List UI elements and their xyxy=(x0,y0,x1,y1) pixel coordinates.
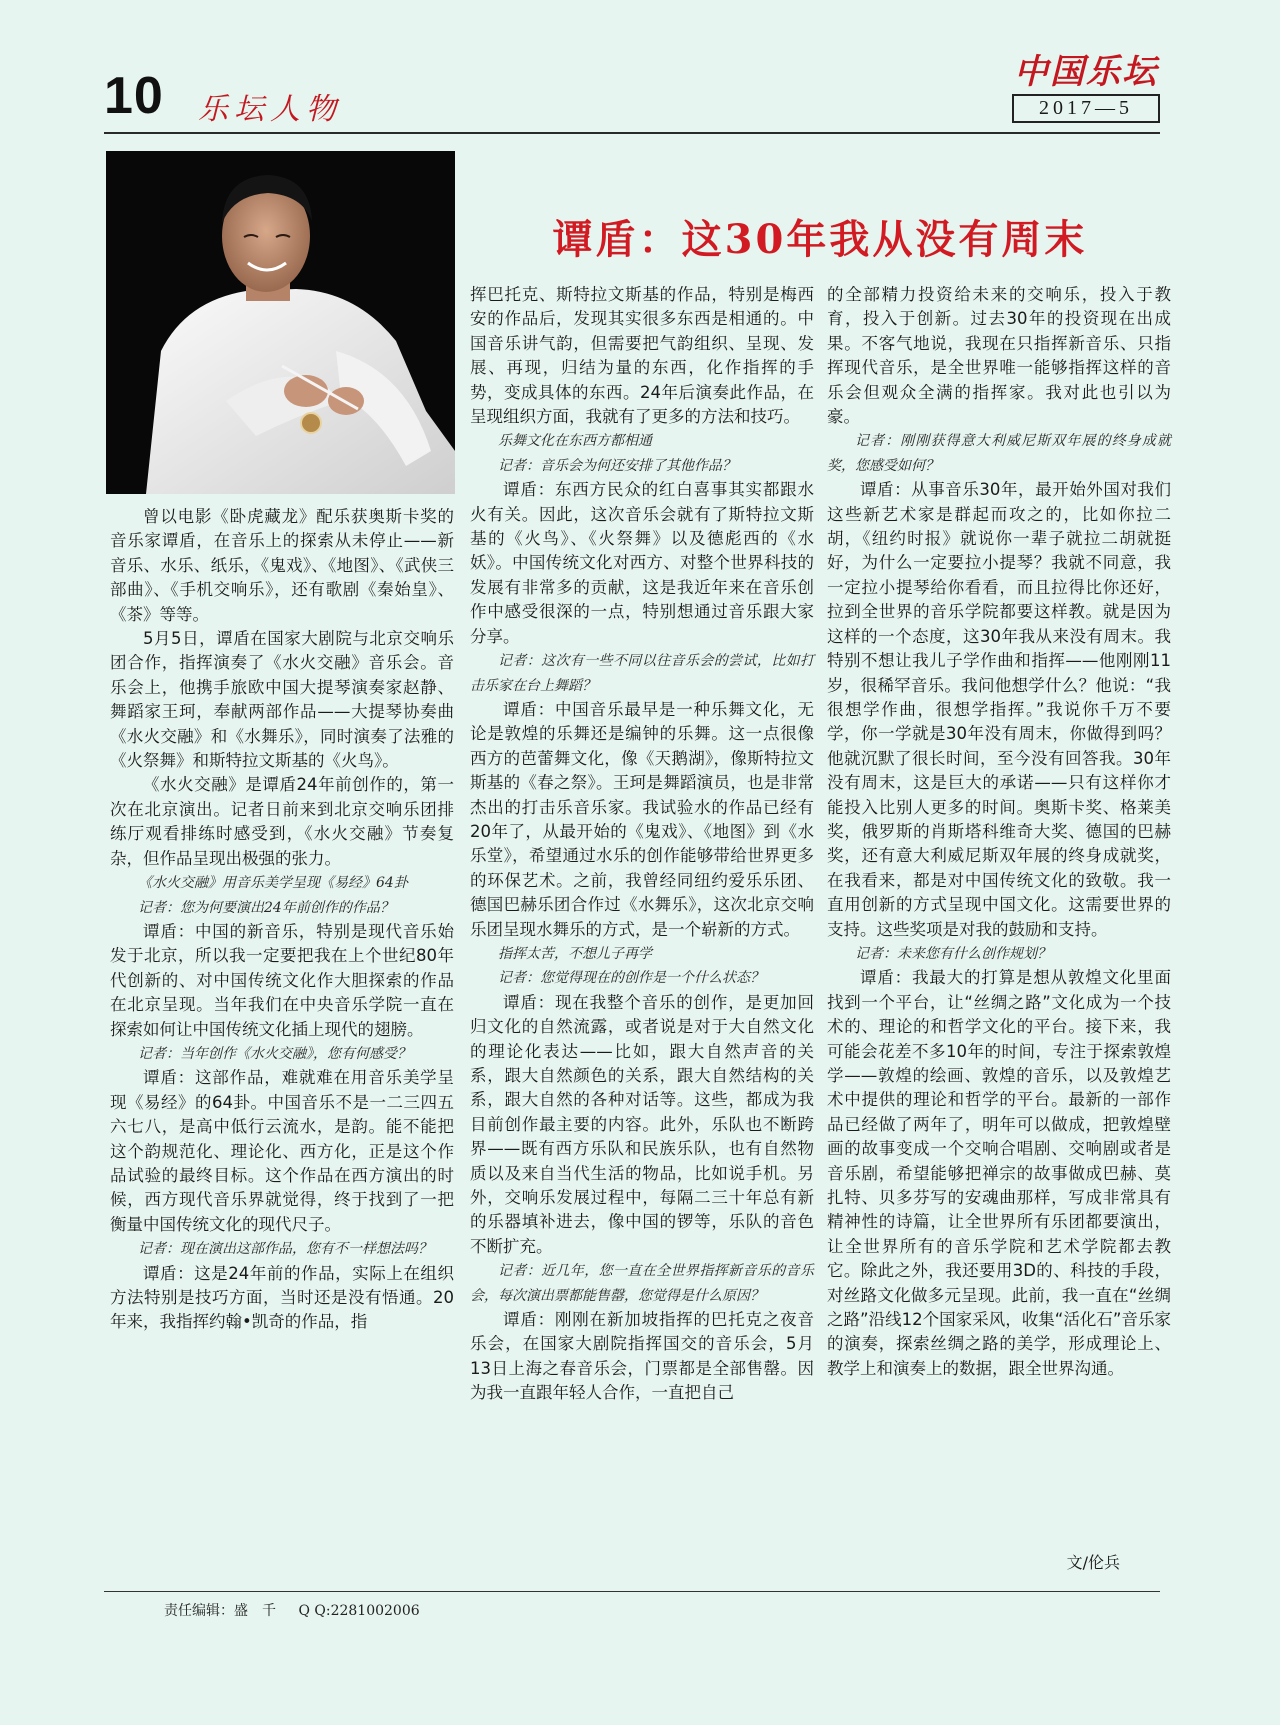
article-column-3 xyxy=(827,283,1171,1381)
paragraph: 谭盾：刚刚在新加坡指挥的巴托克之夜音乐会，在国家大剧院指挥国交的音乐会，5月13日上海之春音乐会，门票都是全部售罄。因为我一直跟年轻人合作，一直把自己 xyxy=(470,1310,814,1403)
interview-question: 记者：刚刚获得意大利威尼斯双年展的终身成就奖，您感受如何？ xyxy=(827,433,1171,474)
editor-credit: 责任编辑：盛 千 xyxy=(164,1603,276,1619)
paragraph: 谭盾：这部作品，难就难在用音乐美学呈现《易经》的64卦。中国音乐不是一二三四五六七八，是高中低行云流水，是韵。能不能把这个韵规范化、理论化、西方化，正是这个作品试验的最终目标。这个作品在西方演出的时候，西方现代音乐界就觉得，终于找到了一把衡量中国传统文化的现代尺子。 xyxy=(110,1068,454,1234)
article-column-2 xyxy=(470,283,814,1406)
paragraph: 谭盾：东西方民众的红白喜事其实都跟水火有关。因此，这次音乐会就有了斯特拉文斯基的《火鸟》、《火祭舞》以及德彪西的《水妖》。中国传统文化对西方、对整个世界科技的发展有非常多的贡献，这是我近年来在音乐创作中感受很深的一点，特别想通过音乐跟大家分享。 xyxy=(470,480,814,646)
masthead-issue: 2017—5 xyxy=(1012,94,1160,123)
paragraph-continued: 挥巴托克、斯特拉文斯基的作品，特别是梅西安的作品后，发现其实很多东西是相通的。中国音乐讲气韵，但需要把气韵组织、呈现、发展、再现，归结为量的东西，化作指挥的手势，变成具体的东西。24年后演奏此作品，在呈现组织方面，我就有了更多的方法和技巧。 xyxy=(470,285,814,427)
interview-question: 记者：当年创作《水火交融》，您有何感受？ xyxy=(138,1045,411,1062)
subheading: 指挥太苦，不想儿子再学 xyxy=(498,945,652,962)
paragraph: 谭盾：从事音乐30年，最开始外国对我们这些新艺术家是群起而攻之的，比如你拉二胡，《纽约时报》就说你一辈子就拉二胡就挺好，为什么一定要拉小提琴？我就不同意，我一定拉小提琴给你看看，而且拉得比你还好，拉到全世界的音乐学院都要这样教。就是因为这样的一个态度，这30年我从来没有周末。我特别不想让我儿子学作曲和指挥——他刚刚11岁，很稀罕音乐。我问他想学什么？他说：“我很想学作曲，很想学指挥。”我说你千万不要学，你一学就是30年没有周末，你做得到吗？他就沉默了很长时间，至今没有回答我。30年没有周末，这是巨大的承诺——只有这样你才能投入比别人更多的时间。奥斯卡奖、格莱美奖，俄罗斯的肖斯塔科维奇大奖、德国的巴赫奖，还有意大利威尼斯双年展的终身成就奖，在我看来，都是对中国传统文化的致敬。我一直用创新的方式呈现中国文化。这需要世界的支持。这些奖项是对我的鼓励和支持。 xyxy=(827,480,1171,939)
subheading: 乐舞文化在东西方都相通 xyxy=(498,433,652,450)
article-headline: 谭盾：这30年我从没有周末 xyxy=(552,216,1088,263)
paragraph: 谭盾：中国的新音乐，特别是现代音乐始发于北京，所以我一定要把我在上个世纪80年代创新的、对中国传统文化作大胆探索的作品在北京呈现。当年我们在中央音乐学院一直在探索如何让中国传统文化插上现代的翅膀。 xyxy=(110,921,454,1039)
masthead xyxy=(1012,52,1160,123)
paragraph: 谭盾：中国音乐最早是一种乐舞文化，无论是敦煌的乐舞还是编钟的乐舞。这一点很像西方的芭蕾舞文化，像《天鹅湖》，像斯特拉文斯基的《春之祭》。王珂是舞蹈演员，也是非常杰出的打击乐音乐家。我试验水的作品已经有20年了，从最开始的《鬼戏》、《地图》到《水乐堂》，希望通过水乐的创作能够带给世界更多的环保艺术。之前，我曾经同纽约爱乐乐团、德国巴赫乐团合作过《水舞乐》，这次北京交响乐团呈现水舞乐的方式，是一个崭新的方式。 xyxy=(470,699,814,939)
paragraph: 谭盾：我最大的打算是想从敦煌文化里面找到一个平台，让“丝绸之路”文化成为一个技术的、理论的和哲学文化的平台。接下来，我可能会花差不多10年的时间，专注于探索敦煌学——敦煌的绘画、敦煌的音乐，以及敦煌艺术中提供的理论和哲学的平台。最新的一部作品已经做了两年了，明年可以做成，把敦煌壁画的故事变成一个交响合唱剧、交响剧或者是音乐剧，希望能够把禅宗的故事做成巴赫、莫扎特、贝多芬写的安魂曲那样，写成非常具有精神性的诗篇，让全世界所有乐团都要演出，让全世界所有的音乐学院和艺术学院都去教它。除此之外，我还要用3D的、科技的手段，对丝路文化做多元呈现。此前，我一直在“丝绸之路”沿线12个国家采风，收集“活化石”音乐家的演奏，探索丝绸之路的美学，形成理论上、教学上和演奏上的数据，跟全世界沟通。 xyxy=(827,968,1171,1378)
paragraph: 5月5日，谭盾在国家大剧院与北京交响乐团合作，指挥演奏了《水火交融》音乐会。音乐会上，他携手旅欧中国大提琴演奏家赵静、舞蹈家王珂，奉献两部作品——大提琴协奏曲《水火交融》和《水舞乐》，同时演奏了法雅的《火祭舞》和斯特拉文斯基的《火鸟》。 xyxy=(110,629,454,771)
paragraph-continued: 的全部精力投资给未来的交响乐，投入于教育，投入于创新。过去30年的投资现在出成果。不客气地说，我现在只指挥新音乐、只指挥现代音乐，是全世界唯一能够指挥这样的音乐会但观众全满的指挥家。我对此也引以为豪。 xyxy=(827,285,1171,427)
byline: 文/伦兵 xyxy=(1066,1553,1120,1572)
masthead-brand: 中国乐坛 xyxy=(1014,52,1158,92)
interview-question: 记者：音乐会为何还安排了其他作品？ xyxy=(498,457,736,474)
section-title: 乐坛人物 xyxy=(198,92,342,127)
paragraph: 曾以电影《卧虎藏龙》配乐获奥斯卡奖的音乐家谭盾，在音乐上的探索从未停止——新音乐、水乐、纸乐，《鬼戏》、《地图》、《武侠三部曲》、《手机交响乐》，还有歌剧《秦始皇》、《茶》等等。 xyxy=(110,507,454,624)
interview-question: 记者：现在演出这部作品，您有不一样想法吗？ xyxy=(138,1241,432,1258)
interview-question: 记者：未来您有什么创作规划？ xyxy=(855,945,1051,962)
page-number: 10 xyxy=(104,67,164,125)
interview-question: 记者：您为何要演出24年前创作的作品？ xyxy=(138,899,394,916)
paragraph: 《水火交融》是谭盾24年前创作的，第一次在北京演出。记者日前来到北京交响乐团排练厅观看排练时感受到，《水火交融》节奏复杂，但作品呈现出极强的张力。 xyxy=(110,775,454,868)
interview-question: 记者：您觉得现在的创作是一个什么状态？ xyxy=(498,970,764,987)
paragraph: 谭盾：现在我整个音乐的创作，是更加回归文化的自然流露，或者说是对于大自然文化的理论化表达——比如，跟大自然声音的关系，跟大自然颜色的关系，跟大自然结构的关系，跟大自然的各种对话等。这些，都成为我目前创作最主要的内容。此外，乐队也不断跨界——既有西方乐队和民族乐队，也有自然物质以及来自当代生活的物品，比如说手机。另外，交响乐发展过程中，每隔二三十年总有新的乐器填补进去，像中国的锣等，乐队的音色不断扩充。 xyxy=(470,992,814,1256)
header-rule xyxy=(104,132,1160,134)
footer xyxy=(164,1600,420,1620)
portrait-photo xyxy=(106,151,455,494)
paragraph: 谭盾：这是24年前的作品，实际上在组织方法特别是技巧方面，当时还是没有悟通。20年来，我指挥约翰•凯奇的作品，指 xyxy=(110,1263,454,1332)
editor-qq: Q Q:2281002006 xyxy=(298,1603,420,1619)
interview-question: 记者：这次有一些不同以往音乐会的尝试，比如打击乐家在台上舞蹈？ xyxy=(470,653,814,694)
interview-question: 记者：近几年，您一直在全世界指挥新音乐的音乐会，每次演出票都能售罄，您觉得是什么原因？ xyxy=(470,1263,814,1304)
article-column-1 xyxy=(110,505,454,1335)
subheading: 《水火交融》用音乐美学呈现《易经》64卦 xyxy=(138,875,408,892)
footer-rule xyxy=(104,1591,1160,1592)
